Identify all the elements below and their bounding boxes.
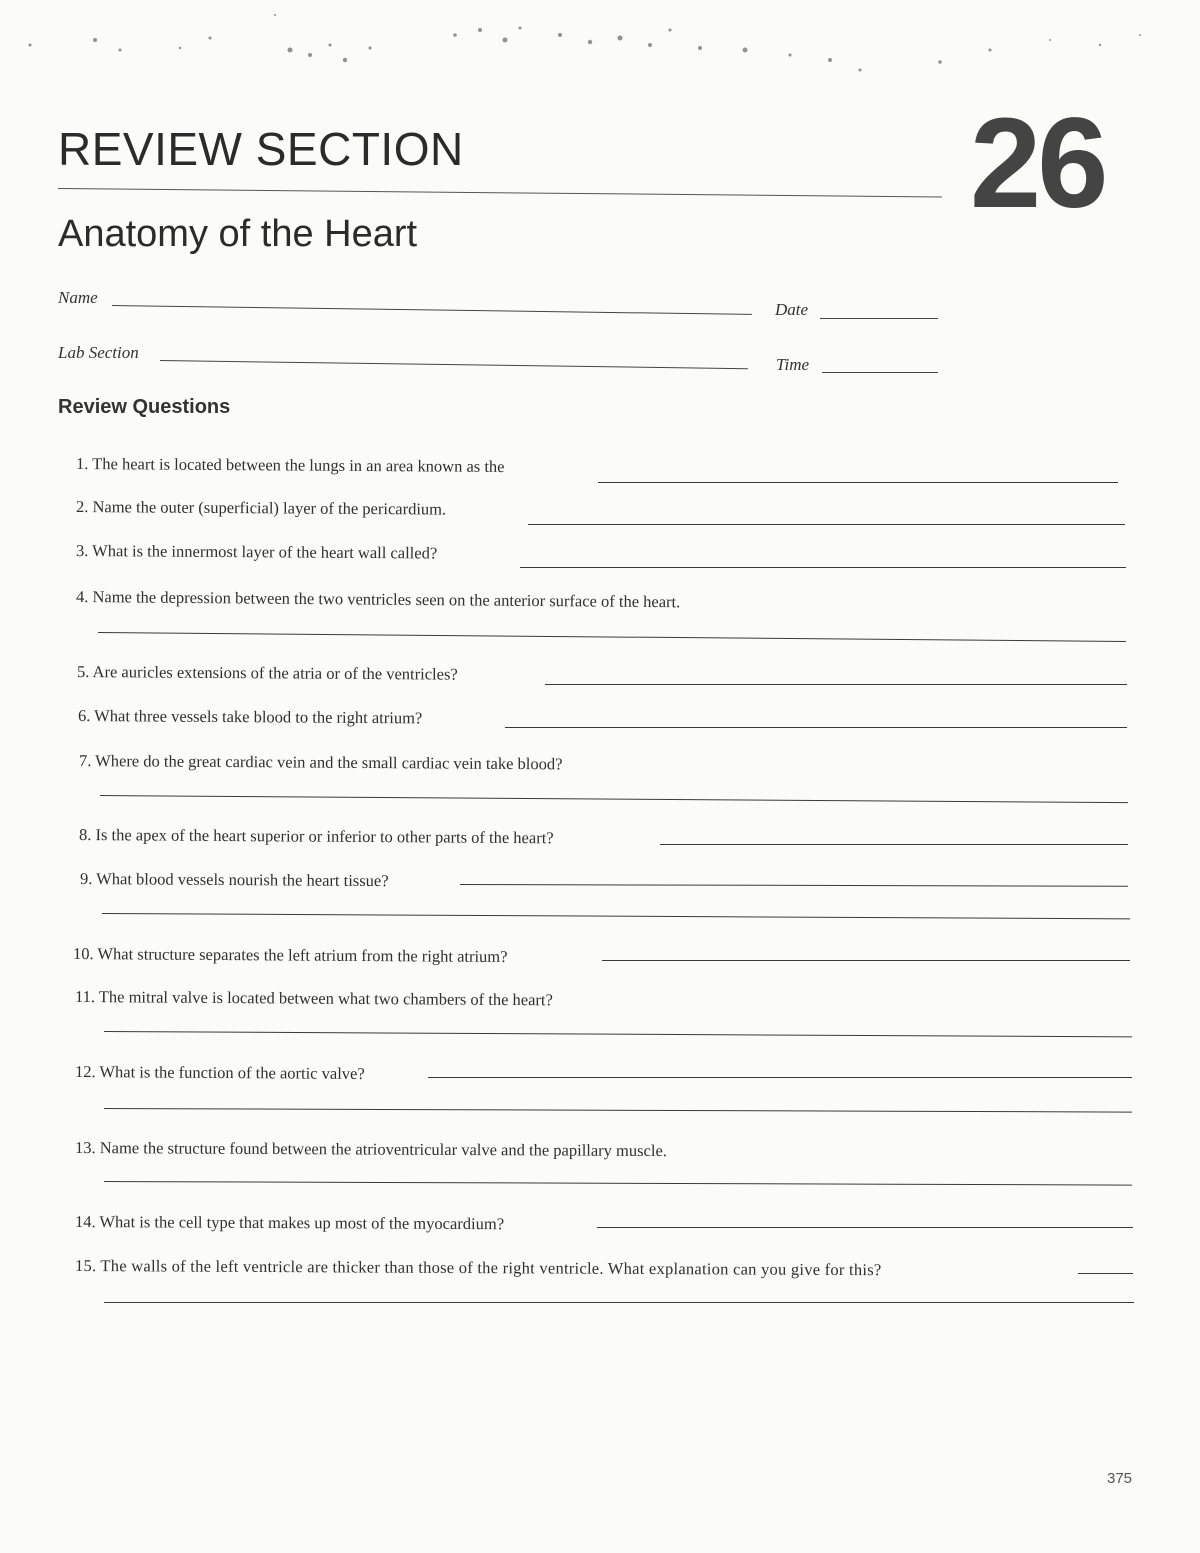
review-questions-heading: Review Questions (58, 396, 231, 418)
question-10: 10. What structure separates the left atrium from the right atrium? (72, 944, 508, 967)
answer-line-3[interactable] (520, 567, 1126, 568)
answer-line-14[interactable] (597, 1227, 1133, 1228)
question-14: 14. What is the cell type that makes up most of the myocardium? (74, 1212, 505, 1234)
question-12: 12. What is the function of the aortic valve? (74, 1062, 365, 1084)
chapter-number: 26 (970, 92, 1105, 235)
lab-section-field[interactable] (160, 360, 748, 369)
answer-line-12b[interactable] (104, 1108, 1132, 1113)
question-6: 6. What three vessels take blood to the right atrium? (77, 706, 423, 728)
header-rule (58, 188, 942, 197)
answer-line-6[interactable] (505, 727, 1127, 728)
question-15: 15. The walls of the left ventricle are thicker than those of the right ventricle. What explanation can you give for this? (74, 1256, 882, 1280)
page-title: Anatomy of the Heart (58, 213, 418, 255)
answer-line-5[interactable] (545, 684, 1127, 685)
question-1: 1. The heart is located between the lungs in an area known as the (75, 454, 505, 476)
section-label: REVIEW SECTION (58, 123, 464, 175)
date-label: Date (775, 300, 809, 319)
question-8: 8. Is the apex of the heart superior or inferior to other parts of the heart? (78, 825, 554, 848)
page-number: 375 (1107, 1470, 1133, 1487)
answer-line-11[interactable] (104, 1031, 1132, 1037)
question-2: 2. Name the outer (superficial) layer of the pericardium. (75, 497, 447, 519)
answer-line-8[interactable] (660, 844, 1128, 845)
answer-line-10[interactable] (602, 960, 1130, 961)
name-field[interactable] (112, 305, 752, 315)
question-11: 11. The mitral valve is located between what two chambers of the heart? (74, 987, 553, 1010)
answer-line-13[interactable] (104, 1181, 1132, 1186)
answer-line-1[interactable] (598, 482, 1118, 483)
question-3: 3. What is the innermost layer of the heart wall called? (75, 541, 438, 563)
scan-noise-decoration (0, 0, 1200, 100)
answer-line-9a[interactable] (460, 884, 1128, 887)
question-13: 13. Name the structure found between the atrioventricular valve and the papillary muscle. (74, 1138, 667, 1161)
answer-line-2[interactable] (528, 524, 1125, 525)
question-4: 4. Name the depression between the two ventricles seen on the anterior surface of the heart. (75, 587, 681, 612)
lab-section-label: Lab Section (58, 343, 139, 362)
answer-line-7[interactable] (100, 795, 1128, 803)
time-field[interactable] (822, 372, 938, 373)
question-9: 9. What blood vessels nourish the heart tissue? (79, 869, 389, 891)
question-5: 5. Are auricles extensions of the atria or of the ventricles? (76, 662, 458, 684)
time-label: Time (776, 355, 810, 374)
question-7: 7. Where do the great cardiac vein and the small cardiac vein take blood? (78, 751, 563, 774)
answer-line-9b[interactable] (102, 913, 1130, 919)
answer-line-15b[interactable] (104, 1302, 1134, 1303)
answer-line-15a[interactable] (1078, 1273, 1133, 1274)
date-field[interactable] (820, 318, 938, 319)
name-label: Name (58, 288, 98, 307)
answer-line-4[interactable] (98, 632, 1126, 642)
answer-line-12a[interactable] (428, 1077, 1132, 1078)
